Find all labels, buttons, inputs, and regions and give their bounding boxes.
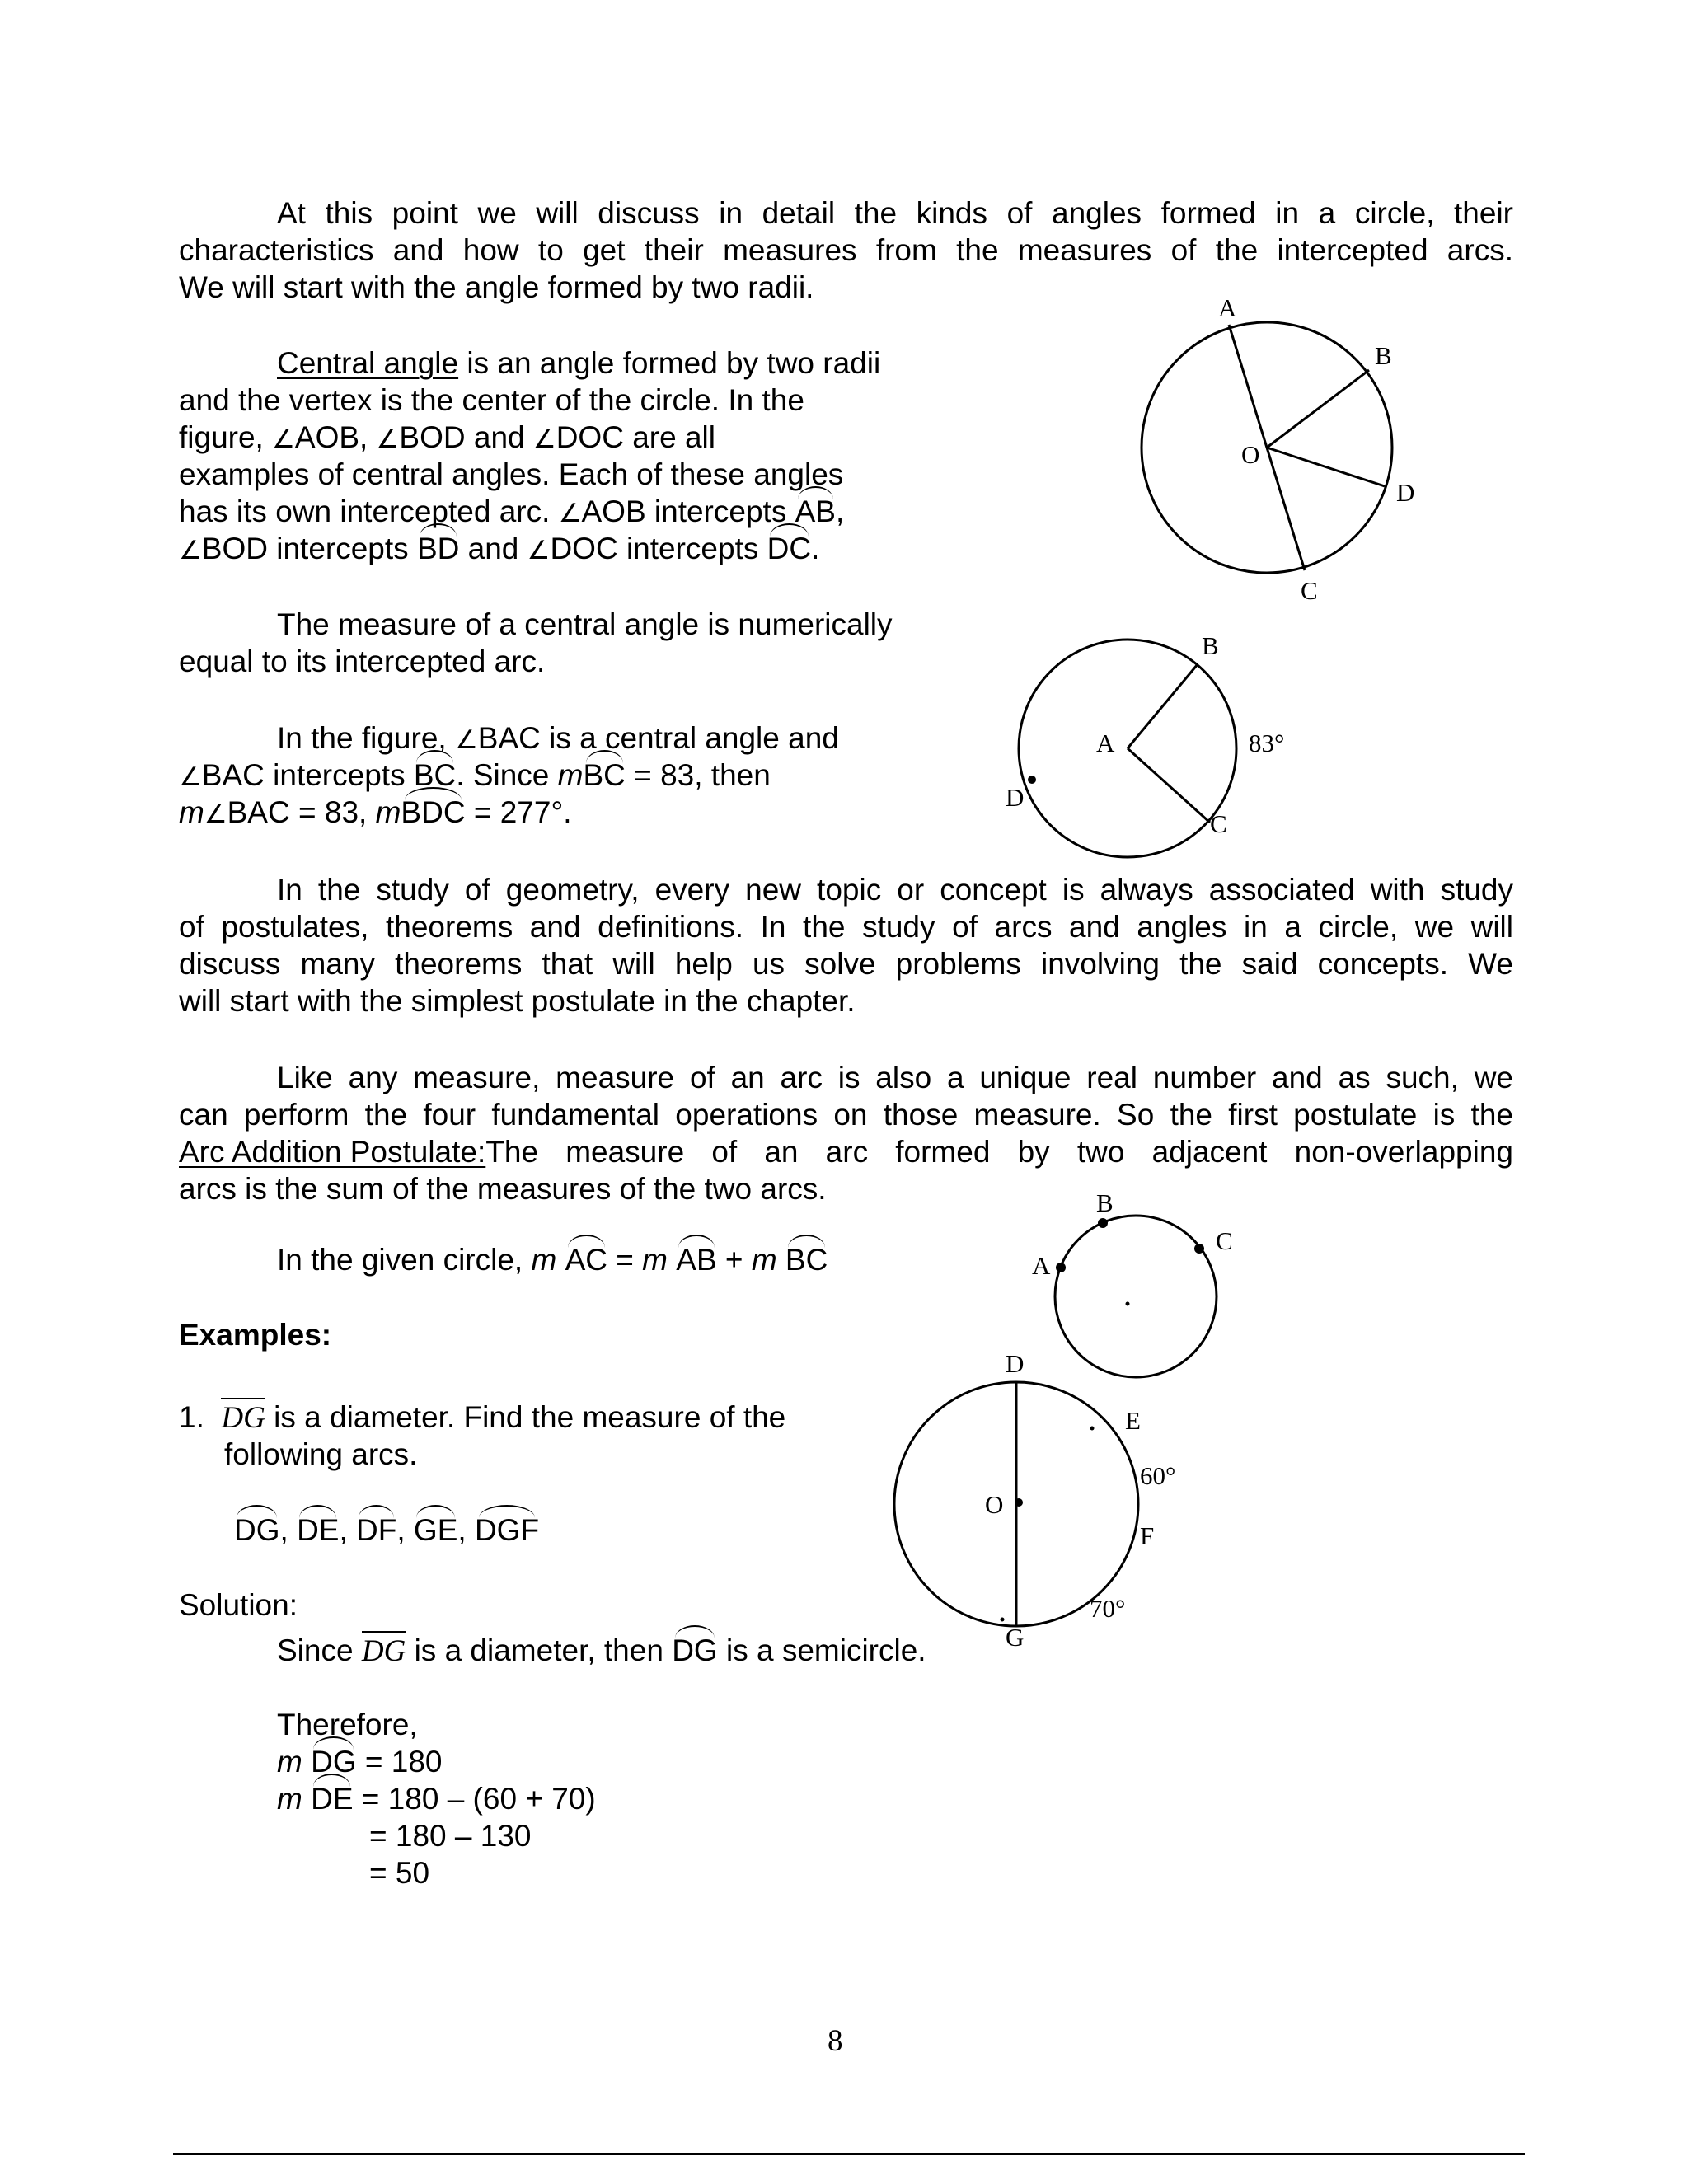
- example-1-line-2: following arcs.: [224, 1437, 418, 1471]
- p1-line-2: characteristics and how to get their measures from the measures of the intercepted arcs.: [179, 233, 1513, 267]
- solution-label: Solution:: [179, 1588, 298, 1622]
- figure-4-label-d: D: [1006, 1349, 1025, 1378]
- p5-line-4: will start with the simplest postulate in the chapter.: [179, 984, 856, 1018]
- p4-line-1: In the figure, ∠BAC is a central angle and: [277, 721, 839, 755]
- example-1-line-1: 1. DG is a diameter. Find the measure of the: [179, 1399, 785, 1437]
- p6-line-4: arcs is the sum of the measures of the two arcs.: [179, 1172, 827, 1206]
- figure-1-label-b: B: [1375, 341, 1392, 370]
- figure-1-radius-od: [1267, 448, 1385, 486]
- figure-2-label-a: A: [1096, 729, 1115, 757]
- figure-1-label-c: C: [1301, 576, 1318, 605]
- figure-4-point-g: [1001, 1618, 1005, 1622]
- work-line-3: = 180 – 130: [369, 1819, 532, 1853]
- figure-3-label-b: B: [1096, 1188, 1114, 1217]
- examples-heading: Examples:: [179, 1318, 332, 1352]
- p2-line-4: examples of central angles. Each of these angles: [179, 457, 844, 491]
- p5-line-1: In the study of geometry, every new topic or concept is always associated with study: [277, 873, 1513, 907]
- p6-line-2: can perform the four fundamental operations on those measure. So the first postulate is the: [179, 1098, 1513, 1132]
- figure-2-point-d: [1028, 776, 1036, 784]
- p5-line-2: of postulates, theorems and definitions. In the study of arcs and angles in a circle, we will: [179, 910, 1513, 944]
- figure-3-point-a: [1056, 1263, 1066, 1272]
- figure-2-central-angle: [1019, 640, 1236, 857]
- figure-4-label-o: O: [985, 1490, 1004, 1519]
- figure-4-measure-60: 60°: [1140, 1461, 1176, 1490]
- figure-4-label-g: G: [1006, 1623, 1025, 1652]
- p5-line-3: discuss many theorems that will help us solve problems involving the said concepts. We: [179, 947, 1513, 981]
- work-line-2: m DE = 180 – (60 + 70): [277, 1780, 596, 1818]
- figure-4-measure-70: 70°: [1090, 1594, 1126, 1623]
- figure-2-radius-ac: [1128, 748, 1210, 823]
- example-1-arcs: DG, DE, DF, GE, DGF: [234, 1511, 539, 1549]
- therefore-label: Therefore,: [277, 1708, 418, 1741]
- figure-2-label-c: C: [1210, 809, 1227, 838]
- figure-4-point-e: [1090, 1427, 1095, 1431]
- p2-line-3: figure, ∠AOB, ∠BOD and ∠DOC are all: [179, 420, 715, 454]
- figure-3-circle: [1055, 1216, 1217, 1377]
- p3-line-1: The measure of a central angle is numerically: [277, 607, 893, 641]
- p4-line-2: ∠BAC intercepts BC. Since mBC = 83, then: [179, 757, 771, 796]
- figure-3-label-c: C: [1216, 1226, 1233, 1255]
- figure-3-center: [1126, 1302, 1130, 1306]
- segment-dg: DG: [221, 1398, 265, 1435]
- figure-2-measure: 83°: [1249, 729, 1285, 757]
- figure-3-label-a: A: [1032, 1251, 1051, 1280]
- figure-3-point-b: [1098, 1218, 1108, 1228]
- solution-line-1: Since DG is a diameter, then DG is a semicircle.: [277, 1632, 926, 1671]
- figure-4-label-f: F: [1140, 1521, 1155, 1550]
- p4-line-3: m∠BAC = 83, mBDC = 277°.: [179, 794, 572, 833]
- figure-3-arc-addition: [1055, 1216, 1217, 1377]
- p2-line-5: has its own intercepted arc. ∠AOB intercepts AB,: [179, 493, 844, 532]
- figure-2-radius-ab: [1128, 664, 1198, 748]
- p6-line-3: Arc Addition Postulate: The measure of an arc formed by two adjacent non-overlapping: [179, 1133, 1513, 1171]
- p6-line-1: Like any measure, measure of an arc is also a unique real number and as such, we: [277, 1061, 1513, 1094]
- figure-1-label-a: A: [1218, 293, 1237, 322]
- footer-rule: [173, 2153, 1525, 2155]
- arc-addition-postulate-term: Arc Addition Postulate:: [179, 1135, 486, 1169]
- p1-line-1: At this point we will discuss in detail the kinds of angles formed in a circle, their: [277, 196, 1513, 230]
- figure-1-label-o: O: [1241, 440, 1260, 469]
- figure-1-label-d: D: [1396, 478, 1415, 507]
- figure-4-center-dot: [1015, 1498, 1023, 1507]
- figure-3-point-c: [1194, 1244, 1204, 1254]
- figure-4-label-e: E: [1125, 1406, 1141, 1435]
- p7-line: In the given circle, m AC = m AB + m BC: [277, 1241, 828, 1279]
- p1-line-3: We will start with the angle formed by two radii.: [179, 270, 814, 304]
- figure-2-label-d: D: [1006, 783, 1025, 812]
- figure-1-radius-ob: [1267, 370, 1369, 448]
- central-angle-term: Central angle: [277, 346, 459, 380]
- p2-line-2: and the vertex is the center of the circle. In the: [179, 383, 804, 417]
- p3-line-2: equal to its intercepted arc.: [179, 644, 546, 678]
- work-line-1: m DG = 180: [277, 1743, 443, 1781]
- figure-1-central-angles: [1142, 322, 1392, 573]
- page-number: 8: [828, 2024, 843, 2058]
- work-line-4: = 50: [369, 1856, 430, 1890]
- figure-2-label-b: B: [1202, 631, 1219, 660]
- p2-line-6: ∠BOD intercepts BD and ∠DOC intercepts DC.: [179, 530, 819, 569]
- p2-line-1: Central angle is an angle formed by two radii: [277, 346, 881, 380]
